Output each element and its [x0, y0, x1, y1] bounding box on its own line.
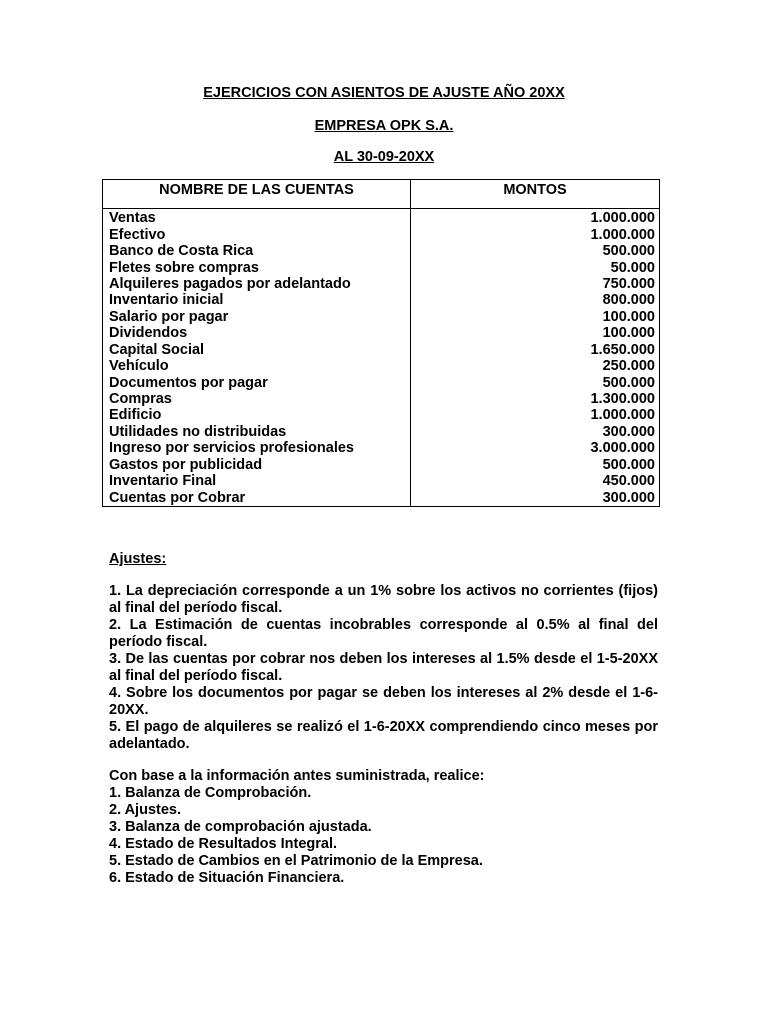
account-name: Gastos por publicidad — [103, 457, 411, 473]
account-name: Capital Social — [103, 342, 411, 358]
ajustes-list — [109, 583, 658, 753]
table-row — [103, 309, 660, 325]
account-name: Inventario inicial — [103, 292, 411, 308]
ajuste-item: 5. El pago de alquileres se realizó el 1-6-20XX comprendiendo cinco meses por adelantado. — [109, 719, 658, 752]
instructions-intro: Con base a la información antes suministrada, realice: — [109, 768, 485, 784]
table-row — [103, 342, 660, 358]
table-row — [103, 325, 660, 341]
table-row — [103, 391, 660, 407]
ajuste-item: 2. La Estimación de cuentas incobrables corresponde al 0.5% al final del período fiscal. — [109, 617, 658, 650]
instruction-item: 4. Estado de Resultados Integral. — [109, 836, 338, 852]
account-amount: 500.000 — [411, 243, 660, 259]
accounts-table — [102, 179, 660, 507]
table-row — [103, 259, 660, 275]
account-amount: 300.000 — [411, 424, 660, 440]
column-header-account: NOMBRE DE LAS CUENTAS — [103, 180, 411, 209]
account-amount: 1.000.000 — [411, 209, 660, 227]
table-row — [103, 276, 660, 292]
ajuste-item: 4. Sobre los documentos por pagar se deben los intereses al 2% desde el 1-6-20XX. — [109, 685, 658, 718]
account-amount: 100.000 — [411, 309, 660, 325]
table-row — [103, 209, 660, 227]
table-row — [103, 457, 660, 473]
account-name: Cuentas por Cobrar — [103, 489, 411, 506]
account-name: Efectivo — [103, 226, 411, 242]
account-amount: 300.000 — [411, 489, 660, 506]
account-amount: 800.000 — [411, 292, 660, 308]
account-name: Ventas — [103, 209, 411, 227]
account-amount: 1.000.000 — [411, 407, 660, 423]
account-name: Vehículo — [103, 358, 411, 374]
ajuste-item: 1. La depreciación corresponde a un 1% sobre los activos no corrientes (fijos) al final del período fiscal. — [109, 583, 658, 616]
table-row — [103, 243, 660, 259]
table-row — [103, 489, 660, 506]
table-header-row — [103, 180, 660, 209]
account-amount: 1.300.000 — [411, 391, 660, 407]
account-name: Dividendos — [103, 325, 411, 341]
account-amount: 500.000 — [411, 374, 660, 390]
ajustes-heading: Ajustes: — [109, 551, 167, 567]
account-amount: 3.000.000 — [411, 440, 660, 456]
table-row — [103, 440, 660, 456]
account-amount: 250.000 — [411, 358, 660, 374]
account-name: Utilidades no distribuidas — [103, 424, 411, 440]
document-title: EJERCICIOS CON ASIENTOS DE AJUSTE AÑO 20XX — [203, 85, 565, 101]
instruction-item: 6. Estado de Situación Financiera. — [109, 870, 345, 886]
account-amount: 100.000 — [411, 325, 660, 341]
statement-date: AL 30-09-20XX — [333, 149, 435, 165]
company-name: EMPRESA OPK S.A. — [314, 118, 454, 134]
instructions-list — [109, 785, 658, 887]
table-row — [103, 473, 660, 489]
account-amount: 500.000 — [411, 457, 660, 473]
account-name: Documentos por pagar — [103, 374, 411, 390]
account-name: Banco de Costa Rica — [103, 243, 411, 259]
account-name: Salario por pagar — [103, 309, 411, 325]
ajuste-item: 3. De las cuentas por cobrar nos deben los intereses al 1.5% desde el 1-5-20XX al final del período fiscal. — [109, 651, 658, 684]
account-name: Compras — [103, 391, 411, 407]
instruction-item: 2. Ajustes. — [109, 802, 181, 818]
table-row — [103, 226, 660, 242]
instruction-item: 1. Balanza de Comprobación. — [109, 785, 312, 801]
instruction-item: 3. Balanza de comprobación ajustada. — [109, 819, 372, 835]
account-amount: 450.000 — [411, 473, 660, 489]
account-amount: 1.000.000 — [411, 226, 660, 242]
account-name: Fletes sobre compras — [103, 259, 411, 275]
table-row — [103, 424, 660, 440]
table-row — [103, 292, 660, 308]
table-row — [103, 374, 660, 390]
account-name: Inventario Final — [103, 473, 411, 489]
account-amount: 1.650.000 — [411, 342, 660, 358]
account-name: Alquileres pagados por adelantado — [103, 276, 411, 292]
instructions-block — [109, 768, 658, 887]
accounts-table-body — [103, 209, 660, 507]
instruction-item: 5. Estado de Cambios en el Patrimonio de la Empresa. — [109, 853, 483, 869]
account-amount: 50.000 — [411, 259, 660, 275]
table-row — [103, 358, 660, 374]
column-header-amount: MONTOS — [411, 180, 660, 209]
account-name: Ingreso por servicios profesionales — [103, 440, 411, 456]
table-row — [103, 407, 660, 423]
account-amount: 750.000 — [411, 276, 660, 292]
account-name: Edificio — [103, 407, 411, 423]
